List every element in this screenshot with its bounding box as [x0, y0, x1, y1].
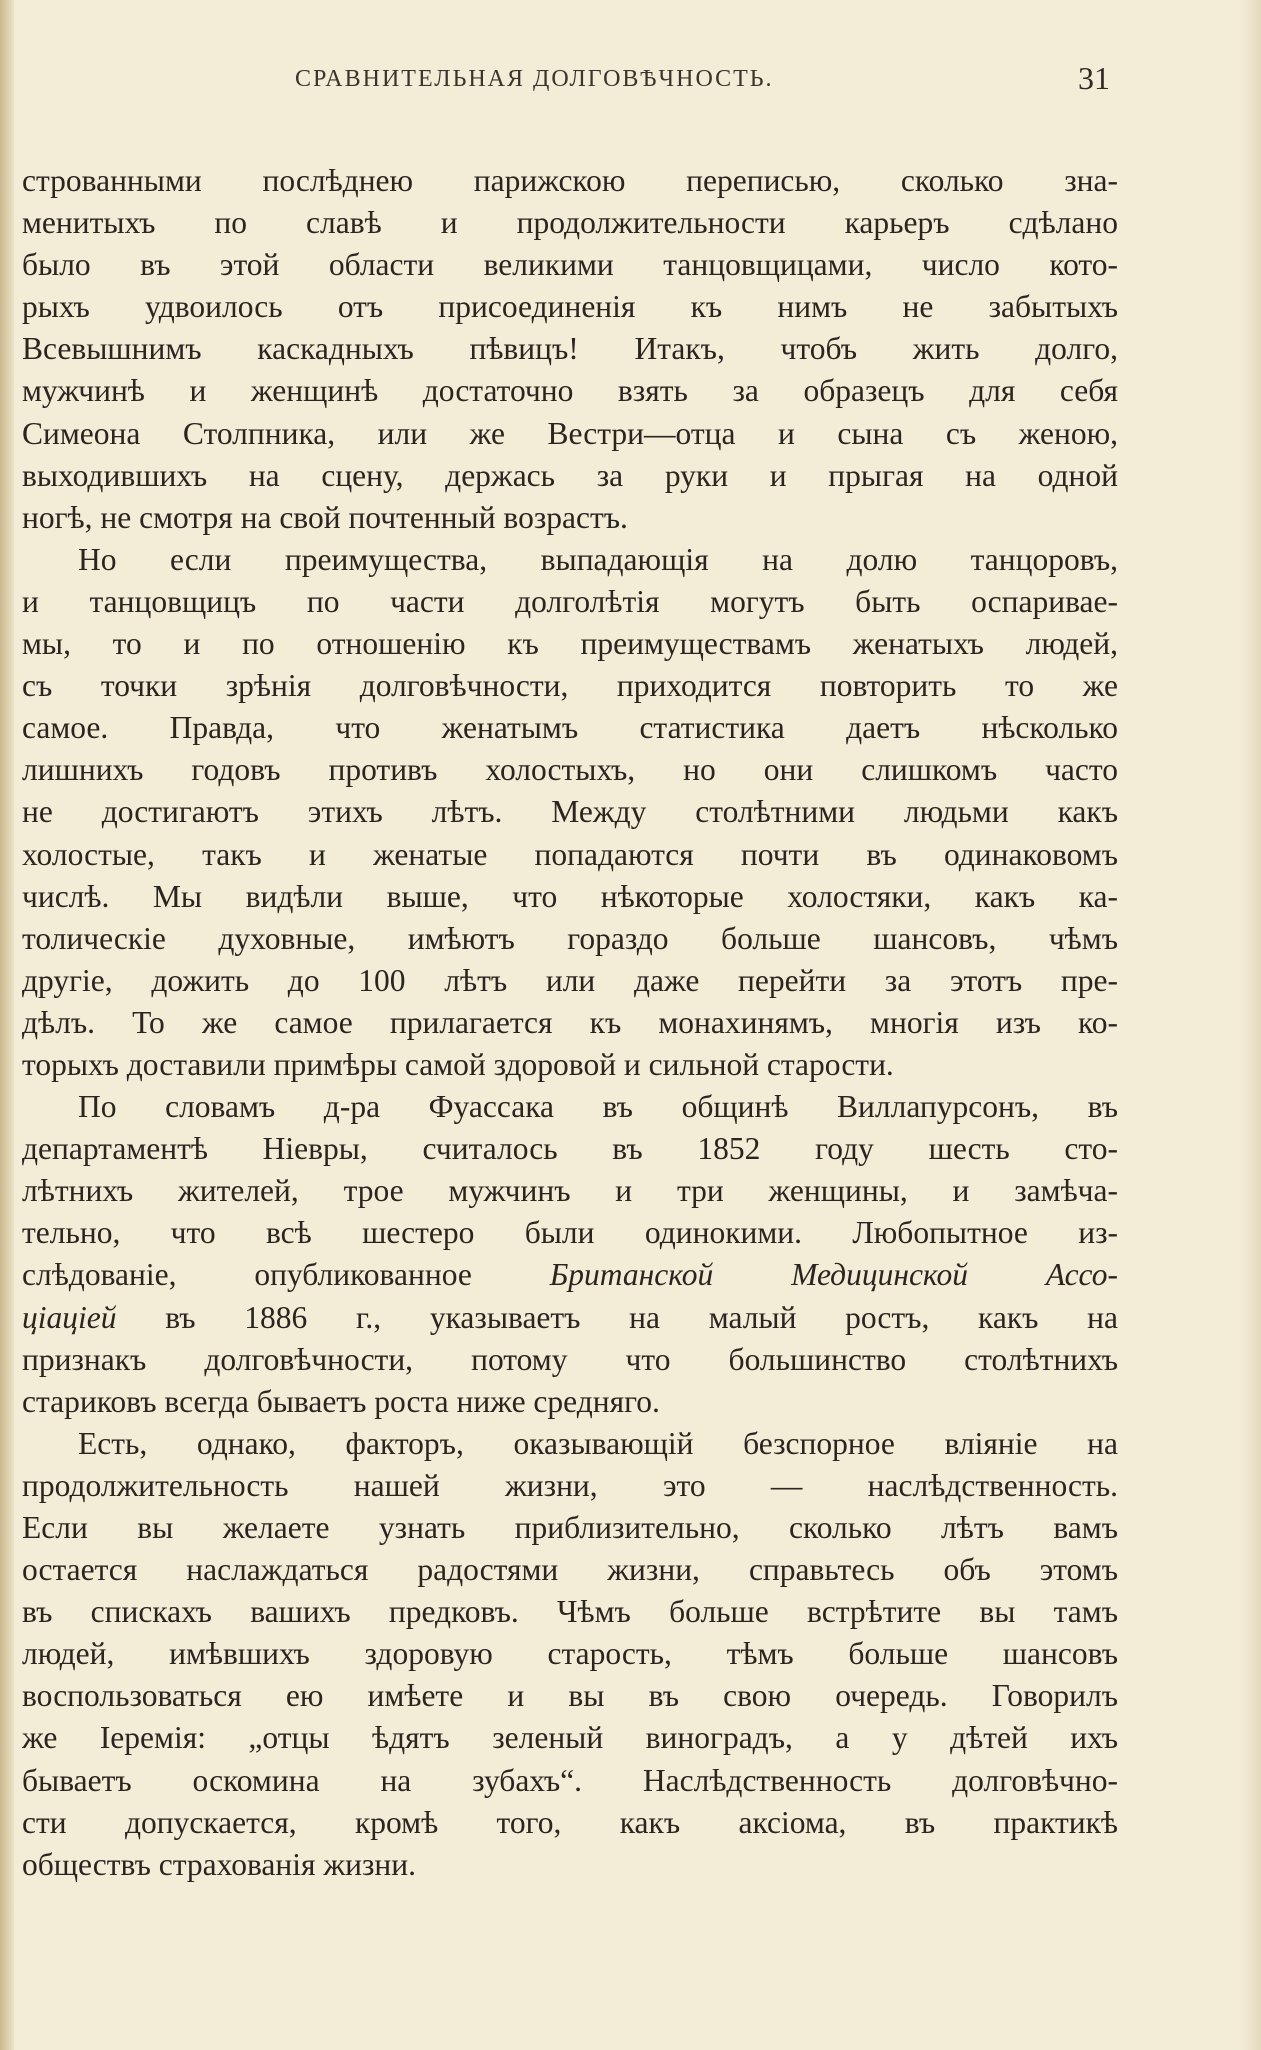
text-line: бываетъ оскомина на зубахъ“. Наслѣдственность долговѣчно- [22, 1762, 1118, 1798]
text-line: дѣлъ. То же самое прилагается къ монахинямъ, многія изъ ко- [22, 1004, 1118, 1040]
text-line: Симеона Столпника, или же Вестри—отца и сына съ женою, [22, 415, 1118, 451]
text-segment: слѣдованіе, опубликованное [22, 1257, 550, 1293]
text-line: По словамъ д-ра Фуассака въ общинѣ Виллапурсонъ, въ [78, 1089, 1118, 1125]
text-line: менитыхъ по славѣ и продолжительности карьеръ сдѣлано [22, 205, 1118, 241]
text-line: мы, то и по отношенію къ преимуществамъ женатыхъ людей, [22, 626, 1118, 662]
text-line: Всевышнимъ каскадныхъ пѣвицъ! Итакъ, чтобъ жить долго, [22, 331, 1118, 367]
text-line: было въ этой области великими танцовщицами, число кото- [22, 247, 1118, 283]
text-line: выходившихъ на сцену, держась за руки и прыгая на одной [22, 457, 1118, 493]
text-line: лишнихъ годовъ противъ холостыхъ, но они слишкомъ часто [22, 752, 1118, 788]
text-line: строванными послѣднею парижскою переписью, сколько зна- [22, 163, 1118, 198]
italic-source-title: ціаціей [22, 1299, 117, 1335]
text-line: воспользоваться ею имѣете и вы въ свою очередь. Говорилъ [22, 1678, 1118, 1714]
text-line: ногѣ, не смотря на свой почтенный возрастъ. [22, 499, 628, 535]
text-line: самое. Правда, что женатымъ статистика даетъ нѣсколько [22, 710, 1118, 746]
text-line: числѣ. Мы видѣли выше, что нѣкоторые холостяки, какъ ка- [22, 878, 1118, 914]
text-segment: въ 1886 г., указываетъ на малый ростъ, какъ на [116, 1299, 1118, 1335]
text-line: признакъ долговѣчности, потому что большинство столѣтнихъ [22, 1341, 1118, 1377]
text-line: лѣтнихъ жителей, трое мужчинъ и три женщины, и замѣча- [22, 1173, 1118, 1209]
text-line: обществъ страхованія жизни. [22, 1846, 417, 1882]
text-line: департаментѣ Ніевры, считалось въ 1852 году шесть сто- [22, 1131, 1118, 1167]
text-line: другіе, дожить до 100 лѣтъ или даже перейти за этотъ пре- [22, 962, 1118, 998]
text-line: остается наслаждаться радостями жизни, справьтесь объ этомъ [22, 1552, 1118, 1588]
running-head [0, 60, 1261, 100]
page-binding-edge [0, 0, 14, 2050]
running-title: СРАВНИТЕЛЬНАЯ ДОЛГОВѢЧНОСТЬ. [295, 66, 774, 92]
text-line: торыхъ доставили примѣры самой здоровой и сильной старости. [22, 1046, 894, 1082]
text-line: не достигаютъ этихъ лѣтъ. Между столѣтними людьми какъ [22, 794, 1118, 830]
text-line: тельно, что всѣ шестеро были одинокими. Любопытное из- [22, 1215, 1118, 1251]
text-line: стариковъ всегда бываетъ роста ниже средняго. [22, 1383, 660, 1419]
text-line: Если вы желаете узнать приблизительно, сколько лѣтъ вамъ [22, 1510, 1118, 1545]
text-line: мужчинѣ и женщинѣ достаточно взять за образецъ для себя [22, 373, 1118, 409]
text-line: продолжительность нашей жизни, это — наслѣдственность. [22, 1467, 1118, 1503]
text-line: холостые, такъ и женатые попадаются почти въ одинаковомъ [22, 836, 1118, 872]
page-right-edge [1241, 0, 1261, 2050]
text-line-mixed [22, 1297, 1118, 1339]
text-line: рыхъ удвоилось отъ присоединенія къ нимъ не забытыхъ [22, 289, 1118, 325]
page-number: 31 [1078, 60, 1110, 96]
text-line: Но если преимущества, выпадающія на долю танцоровъ, [78, 541, 1118, 577]
text-line: въ спискахъ вашихъ предковъ. Чѣмъ больше встрѣтите вы тамъ [22, 1594, 1118, 1630]
text-line: и танцовщицъ по части долголѣтія могутъ быть оспаривае- [22, 583, 1118, 619]
body-text [22, 160, 1118, 1886]
text-line: толическіе духовные, имѣютъ гораздо больше шансовъ, чѣмъ [22, 920, 1118, 956]
text-line: же Іеремія: „отцы ѣдятъ зеленый виноградъ, а у дѣтей ихъ [22, 1720, 1118, 1756]
text-line: съ точки зрѣнія долговѣчности, приходится повторить то же [22, 668, 1118, 704]
text-line: Есть, однако, факторъ, оказывающій безспорное вліяніе на [78, 1425, 1118, 1461]
text-line: сти допускается, кромѣ того, какъ аксіома, въ практикѣ [22, 1804, 1118, 1840]
text-line-mixed [22, 1254, 1118, 1296]
text-line: людей, имѣвшихъ здоровую старость, тѣмъ больше шансовъ [22, 1636, 1118, 1672]
italic-source-title: Британской Медицинской Ассо- [549, 1257, 1118, 1293]
